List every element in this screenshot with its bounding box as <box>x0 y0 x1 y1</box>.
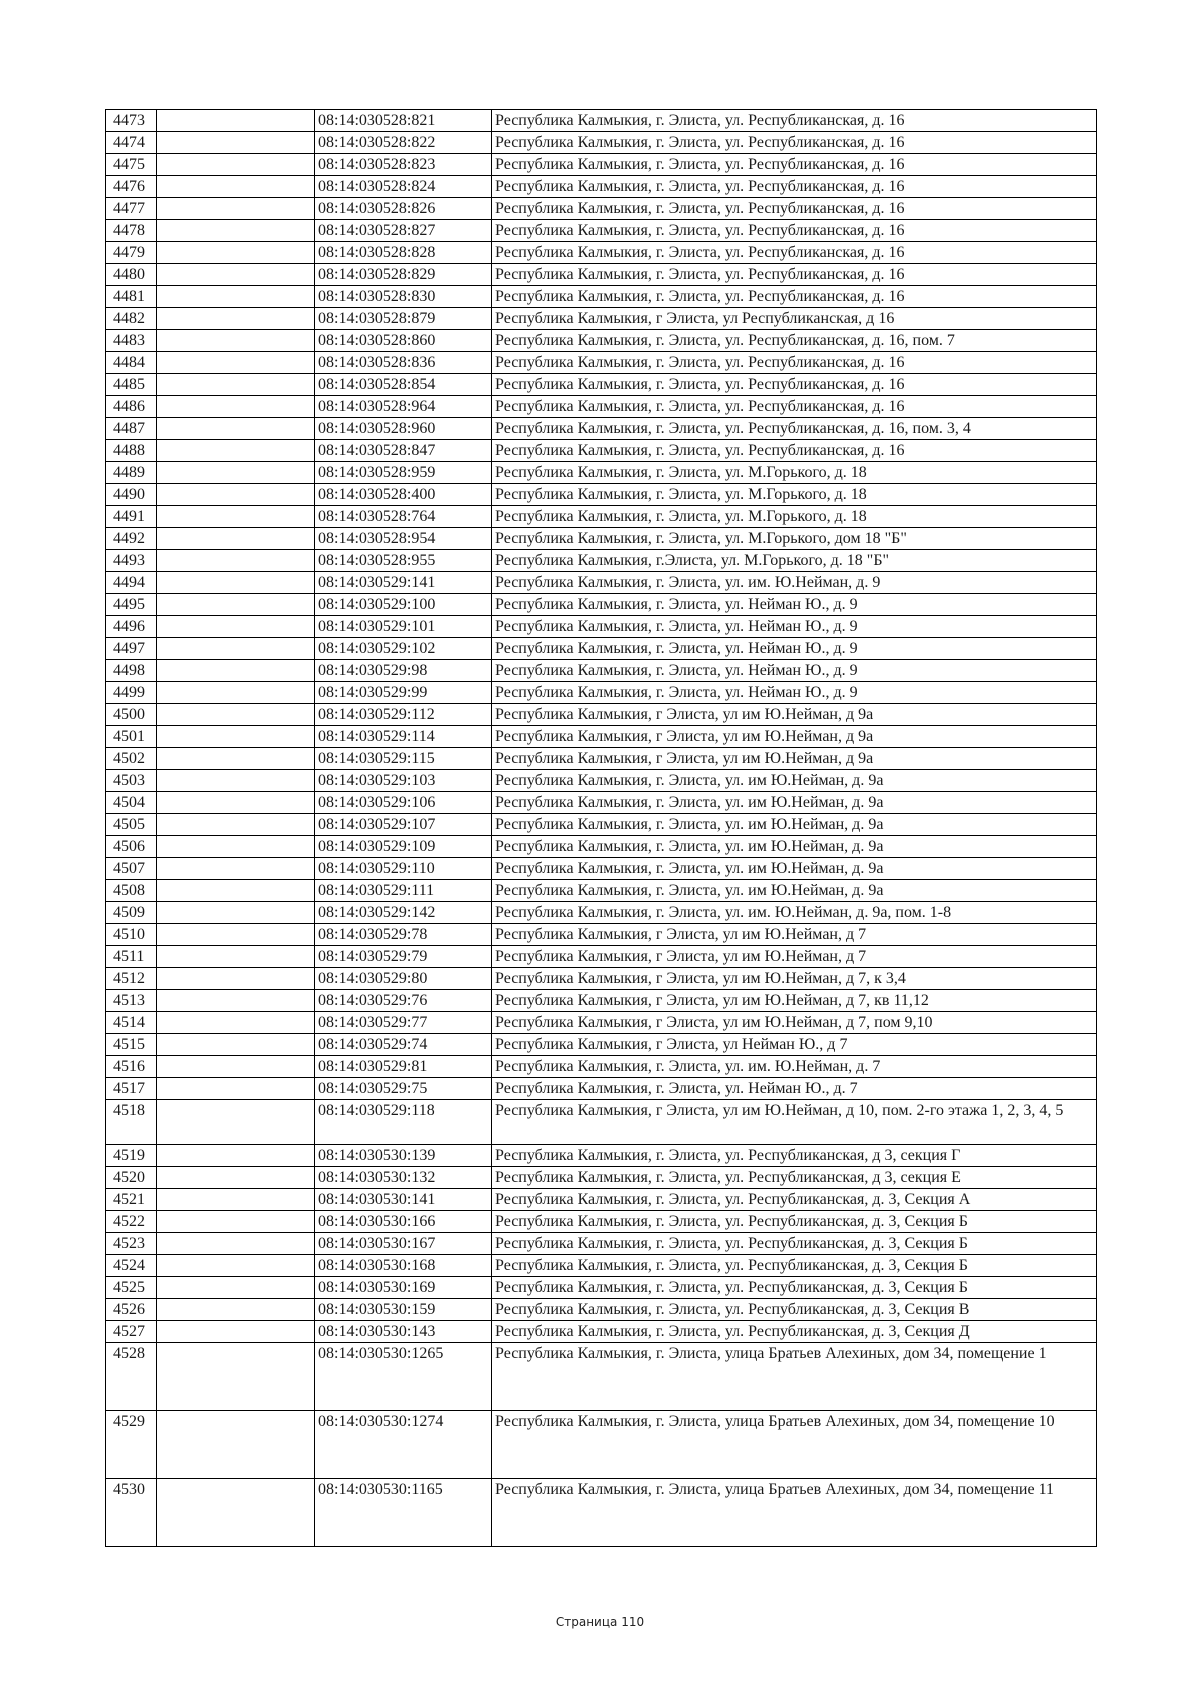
row-number-cell: 4486 <box>106 396 157 418</box>
cadastral-number-cell: 08:14:030528:823 <box>315 154 492 176</box>
row-number-cell: 4513 <box>106 990 157 1012</box>
row-number-cell: 4525 <box>106 1277 157 1299</box>
row-number-cell: 4491 <box>106 506 157 528</box>
cadastral-number-cell: 08:14:030528:959 <box>315 462 492 484</box>
cadastral-number-cell: 08:14:030528:964 <box>315 396 492 418</box>
cadastral-number-cell: 08:14:030529:81 <box>315 1056 492 1078</box>
empty-cell <box>157 1411 315 1479</box>
cadastral-number-cell: 08:14:030529:109 <box>315 836 492 858</box>
empty-cell <box>157 1299 315 1321</box>
table-row <box>106 770 1097 792</box>
cadastral-number-cell: 08:14:030529:114 <box>315 726 492 748</box>
empty-cell <box>157 286 315 308</box>
cadastral-number-cell: 08:14:030529:106 <box>315 792 492 814</box>
address-cell: Республика Калмыкия, г. Элиста, ул. Республиканская, д. 16 <box>492 198 1097 220</box>
address-cell: Республика Калмыкия, г. Элиста, ул. М.Горького, д. 18 <box>492 506 1097 528</box>
empty-cell <box>157 110 315 132</box>
cadastral-number-cell: 08:14:030528:836 <box>315 352 492 374</box>
cadastral-number-cell: 08:14:030530:1265 <box>315 1343 492 1411</box>
table-row <box>106 1056 1097 1078</box>
address-cell: Республика Калмыкия, г. Элиста, ул. Республиканская, д. 3, Секция Б <box>492 1277 1097 1299</box>
table-row <box>106 396 1097 418</box>
empty-cell <box>157 330 315 352</box>
cadastral-number-cell: 08:14:030528:827 <box>315 220 492 242</box>
empty-cell <box>157 374 315 396</box>
row-number-cell: 4523 <box>106 1233 157 1255</box>
row-number-cell: 4527 <box>106 1321 157 1343</box>
row-number-cell: 4477 <box>106 198 157 220</box>
empty-cell <box>157 132 315 154</box>
row-number-cell: 4479 <box>106 242 157 264</box>
table-row <box>106 1299 1097 1321</box>
cadastral-number-cell: 08:14:030529:75 <box>315 1078 492 1100</box>
table-row <box>106 176 1097 198</box>
address-cell: Республика Калмыкия, г. Элиста, ул. Республиканская, д. 16 <box>492 154 1097 176</box>
row-number-cell: 4483 <box>106 330 157 352</box>
cadastral-number-cell: 08:14:030528:960 <box>315 418 492 440</box>
address-cell: Республика Калмыкия, г. Элиста, ул. им Ю.Нейман, д. 9а <box>492 814 1097 836</box>
cadastral-number-cell: 08:14:030528:879 <box>315 308 492 330</box>
cadastral-number-cell: 08:14:030529:74 <box>315 1034 492 1056</box>
empty-cell <box>157 308 315 330</box>
address-cell: Республика Калмыкия, г. Элиста, ул. Республиканская, д. 3, Секция Б <box>492 1233 1097 1255</box>
cadastral-number-cell: 08:14:030529:115 <box>315 748 492 770</box>
cadastral-number-cell: 08:14:030528:829 <box>315 264 492 286</box>
address-cell: Республика Калмыкия, г. Элиста, ул. им. Ю.Нейман, д. 9 <box>492 572 1097 594</box>
empty-cell <box>157 1167 315 1189</box>
row-number-cell: 4528 <box>106 1343 157 1411</box>
row-number-cell: 4487 <box>106 418 157 440</box>
address-cell: Республика Калмыкия, г. Элиста, ул. Республиканская, д. 16 <box>492 264 1097 286</box>
address-cell: Республика Калмыкия, г. Элиста, ул. им Ю.Нейман, д. 9а <box>492 770 1097 792</box>
address-cell: Республика Калмыкия, г. Элиста, ул. Нейман Ю., д. 9 <box>492 638 1097 660</box>
row-number-cell: 4496 <box>106 616 157 638</box>
empty-cell <box>157 968 315 990</box>
cadastral-number-cell: 08:14:030528:826 <box>315 198 492 220</box>
empty-cell <box>157 1211 315 1233</box>
address-cell: Республика Калмыкия, г Элиста, ул Нейман Ю., д 7 <box>492 1034 1097 1056</box>
cadastral-number-cell: 08:14:030529:101 <box>315 616 492 638</box>
address-cell: Республика Калмыкия, г. Элиста, ул. им Ю.Нейман, д. 9а <box>492 836 1097 858</box>
row-number-cell: 4516 <box>106 1056 157 1078</box>
table-row <box>106 242 1097 264</box>
table-row <box>106 198 1097 220</box>
empty-cell <box>157 418 315 440</box>
row-number-cell: 4530 <box>106 1479 157 1547</box>
empty-cell <box>157 242 315 264</box>
address-cell: Республика Калмыкия, г. Элиста, ул. Республиканская, д. 16 <box>492 352 1097 374</box>
address-cell: Республика Калмыкия, г. Элиста, ул. Нейман Ю., д. 9 <box>492 594 1097 616</box>
cadastral-number-cell: 08:14:030530:143 <box>315 1321 492 1343</box>
address-cell: Республика Калмыкия, г Элиста, ул им Ю.Нейман, д 7, пом 9,10 <box>492 1012 1097 1034</box>
address-cell: Республика Калмыкия, г. Элиста, ул. им Ю.Нейман, д. 9а <box>492 880 1097 902</box>
cadastral-number-cell: 08:14:030528:860 <box>315 330 492 352</box>
cadastral-number-cell: 08:14:030529:110 <box>315 858 492 880</box>
row-number-cell: 4515 <box>106 1034 157 1056</box>
table-row <box>106 748 1097 770</box>
row-number-cell: 4522 <box>106 1211 157 1233</box>
row-number-cell: 4488 <box>106 440 157 462</box>
cadastral-number-cell: 08:14:030529:118 <box>315 1100 492 1145</box>
address-cell: Республика Калмыкия, г.Элиста, ул. М.Горького, д. 18 "Б" <box>492 550 1097 572</box>
row-number-cell: 4517 <box>106 1078 157 1100</box>
table-row <box>106 352 1097 374</box>
row-number-cell: 4474 <box>106 132 157 154</box>
empty-cell <box>157 1078 315 1100</box>
table-row <box>106 440 1097 462</box>
address-cell: Республика Калмыкия, г. Элиста, ул. М.Горького, д. 18 <box>492 484 1097 506</box>
empty-cell <box>157 1321 315 1343</box>
address-cell: Республика Калмыкия, г. Элиста, ул. Республиканская, д. 3, Секция А <box>492 1189 1097 1211</box>
empty-cell <box>157 1233 315 1255</box>
row-number-cell: 4529 <box>106 1411 157 1479</box>
empty-cell <box>157 154 315 176</box>
row-number-cell: 4508 <box>106 880 157 902</box>
empty-cell <box>157 550 315 572</box>
address-cell: Республика Калмыкия, г Элиста, ул им Ю.Нейман, д 9а <box>492 704 1097 726</box>
table-row <box>106 902 1097 924</box>
empty-cell <box>157 1255 315 1277</box>
cadastral-number-cell: 08:14:030529:141 <box>315 572 492 594</box>
address-cell: Республика Калмыкия, г. Элиста, ул. Нейман Ю., д. 7 <box>492 1078 1097 1100</box>
table-row <box>106 374 1097 396</box>
address-cell: Республика Калмыкия, г. Элиста, ул. им Ю.Нейман, д. 9а <box>492 792 1097 814</box>
empty-cell <box>157 484 315 506</box>
table-row <box>106 660 1097 682</box>
table-row <box>106 924 1097 946</box>
table-row <box>106 1145 1097 1167</box>
empty-cell <box>157 902 315 924</box>
row-number-cell: 4526 <box>106 1299 157 1321</box>
address-cell: Республика Калмыкия, г. Элиста, ул. им. Ю.Нейман, д. 9а, пом. 1-8 <box>492 902 1097 924</box>
empty-cell <box>157 660 315 682</box>
table-row <box>106 110 1097 132</box>
row-number-cell: 4504 <box>106 792 157 814</box>
address-cell: Республика Калмыкия, г. Элиста, ул. Республиканская, д. 16 <box>492 132 1097 154</box>
address-cell: Республика Калмыкия, г Элиста, ул им Ю.Нейман, д 10, пом. 2-го этажа 1, 2, 3, 4, 5 <box>492 1100 1097 1145</box>
address-cell: Республика Калмыкия, г. Элиста, ул. Республиканская, д. 16 <box>492 440 1097 462</box>
empty-cell <box>157 1189 315 1211</box>
cadastral-number-cell: 08:14:030529:112 <box>315 704 492 726</box>
address-cell: Республика Калмыкия, г Элиста, ул им Ю.Нейман, д 9а <box>492 748 1097 770</box>
row-number-cell: 4492 <box>106 528 157 550</box>
cadastral-number-cell: 08:14:030530:159 <box>315 1299 492 1321</box>
empty-cell <box>157 616 315 638</box>
table-row <box>106 594 1097 616</box>
cadastral-number-cell: 08:14:030529:102 <box>315 638 492 660</box>
cadastral-number-cell: 08:14:030530:1274 <box>315 1411 492 1479</box>
empty-cell <box>157 748 315 770</box>
cadastral-number-cell: 08:14:030529:111 <box>315 880 492 902</box>
table-row <box>106 1034 1097 1056</box>
table-row <box>106 1255 1097 1277</box>
cadastral-number-cell: 08:14:030530:132 <box>315 1167 492 1189</box>
cadastral-number-cell: 08:14:030529:99 <box>315 682 492 704</box>
table-row <box>106 990 1097 1012</box>
table-row <box>106 814 1097 836</box>
row-number-cell: 4501 <box>106 726 157 748</box>
table-row <box>106 1167 1097 1189</box>
table-row <box>106 836 1097 858</box>
empty-cell <box>157 594 315 616</box>
address-cell: Республика Калмыкия, г. Элиста, ул. им Ю.Нейман, д. 9а <box>492 858 1097 880</box>
empty-cell <box>157 1056 315 1078</box>
row-number-cell: 4500 <box>106 704 157 726</box>
cadastral-number-cell: 08:14:030530:167 <box>315 1233 492 1255</box>
empty-cell <box>157 880 315 902</box>
cadastral-number-cell: 08:14:030530:1165 <box>315 1479 492 1547</box>
address-cell: Республика Калмыкия, г. Элиста, улица Братьев Алехиных, дом 34, помещение 11 <box>492 1479 1097 1547</box>
row-number-cell: 4475 <box>106 154 157 176</box>
row-number-cell: 4518 <box>106 1100 157 1145</box>
row-number-cell: 4519 <box>106 1145 157 1167</box>
table-row <box>106 528 1097 550</box>
empty-cell <box>157 924 315 946</box>
table-row <box>106 462 1097 484</box>
row-number-cell: 4503 <box>106 770 157 792</box>
address-cell: Республика Калмыкия, г. Элиста, ул. Республиканская, д. 16, пом. 7 <box>492 330 1097 352</box>
empty-cell <box>157 1100 315 1145</box>
cadastral-number-cell: 08:14:030529:79 <box>315 946 492 968</box>
table-row <box>106 616 1097 638</box>
table-row <box>106 1211 1097 1233</box>
table-row <box>106 572 1097 594</box>
empty-cell <box>157 440 315 462</box>
table-row <box>106 1479 1097 1547</box>
cadastral-number-cell: 08:14:030529:107 <box>315 814 492 836</box>
cadastral-number-cell: 08:14:030528:847 <box>315 440 492 462</box>
table-row <box>106 880 1097 902</box>
table-row <box>106 858 1097 880</box>
page-number: Страница 110 <box>555 1615 645 1629</box>
row-number-cell: 4485 <box>106 374 157 396</box>
empty-cell <box>157 506 315 528</box>
empty-cell <box>157 836 315 858</box>
address-cell: Республика Калмыкия, г. Элиста, ул. Нейман Ю., д. 9 <box>492 660 1097 682</box>
empty-cell <box>157 528 315 550</box>
row-number-cell: 4476 <box>106 176 157 198</box>
cadastral-number-cell: 08:14:030528:954 <box>315 528 492 550</box>
table-row <box>106 1343 1097 1411</box>
cadastral-number-cell: 08:14:030528:955 <box>315 550 492 572</box>
cadastral-number-cell: 08:14:030528:764 <box>315 506 492 528</box>
empty-cell <box>157 990 315 1012</box>
table-row <box>106 726 1097 748</box>
empty-cell <box>157 572 315 594</box>
table-row <box>106 1078 1097 1100</box>
table-row <box>106 220 1097 242</box>
empty-cell <box>157 770 315 792</box>
cadastral-number-cell: 08:14:030529:103 <box>315 770 492 792</box>
cadastral-number-cell: 08:14:030528:822 <box>315 132 492 154</box>
cadastral-number-cell: 08:14:030529:77 <box>315 1012 492 1034</box>
row-number-cell: 4494 <box>106 572 157 594</box>
row-number-cell: 4512 <box>106 968 157 990</box>
row-number-cell: 4489 <box>106 462 157 484</box>
table-row <box>106 264 1097 286</box>
row-number-cell: 4498 <box>106 660 157 682</box>
address-cell: Республика Калмыкия, г. Элиста, ул. Республиканская, д. 16 <box>492 110 1097 132</box>
address-cell: Республика Калмыкия, г. Элиста, ул. Республиканская, д. 16 <box>492 286 1097 308</box>
row-number-cell: 4482 <box>106 308 157 330</box>
cadastral-number-cell: 08:14:030528:821 <box>315 110 492 132</box>
table-row <box>106 286 1097 308</box>
empty-cell <box>157 1277 315 1299</box>
row-number-cell: 4520 <box>106 1167 157 1189</box>
empty-cell <box>157 176 315 198</box>
address-cell: Республика Калмыкия, г Элиста, ул Республиканская, д 16 <box>492 308 1097 330</box>
table-row <box>106 1411 1097 1479</box>
table-row <box>106 968 1097 990</box>
address-cell: Республика Калмыкия, г. Элиста, ул. Нейман Ю., д. 9 <box>492 616 1097 638</box>
address-cell: Республика Калмыкия, г. Элиста, ул. Республиканская, д 3, секция Е <box>492 1167 1097 1189</box>
table-row <box>106 1233 1097 1255</box>
row-number-cell: 4509 <box>106 902 157 924</box>
table-row <box>106 308 1097 330</box>
table-row <box>106 418 1097 440</box>
address-cell: Республика Калмыкия, г. Элиста, ул. Республиканская, д. 3, Секция Б <box>492 1255 1097 1277</box>
empty-cell <box>157 1479 315 1547</box>
empty-cell <box>157 220 315 242</box>
address-cell: Республика Калмыкия, г. Элиста, ул. Республиканская, д. 16 <box>492 374 1097 396</box>
table-row <box>106 506 1097 528</box>
empty-cell <box>157 1343 315 1411</box>
address-cell: Республика Калмыкия, г Элиста, ул им Ю.Нейман, д 7 <box>492 924 1097 946</box>
cadastral-number-cell: 08:14:030530:139 <box>315 1145 492 1167</box>
empty-cell <box>157 462 315 484</box>
address-cell: Республика Калмыкия, г. Элиста, ул. Республиканская, д 3, секция Г <box>492 1145 1097 1167</box>
empty-cell <box>157 946 315 968</box>
cadastral-number-cell: 08:14:030529:80 <box>315 968 492 990</box>
table-row <box>106 638 1097 660</box>
address-cell: Республика Калмыкия, г. Элиста, ул. Республиканская, д. 3, Секция Б <box>492 1211 1097 1233</box>
row-number-cell: 4514 <box>106 1012 157 1034</box>
cadastral-number-cell: 08:14:030528:828 <box>315 242 492 264</box>
address-cell: Республика Калмыкия, г. Элиста, ул. М.Горького, д. 18 <box>492 462 1097 484</box>
address-cell: Республика Калмыкия, г. Элиста, ул. Республиканская, д. 3, Секция Д <box>492 1321 1097 1343</box>
address-cell: Республика Калмыкия, г. Элиста, ул. Нейман Ю., д. 9 <box>492 682 1097 704</box>
registry-table-body <box>106 110 1097 1547</box>
table-row <box>106 1277 1097 1299</box>
row-number-cell: 4480 <box>106 264 157 286</box>
table-row <box>106 550 1097 572</box>
address-cell: Республика Калмыкия, г. Элиста, ул. М.Горького, дом 18 "Б" <box>492 528 1097 550</box>
cadastral-number-cell: 08:14:030530:169 <box>315 1277 492 1299</box>
row-number-cell: 4521 <box>106 1189 157 1211</box>
cadastral-number-cell: 08:14:030528:824 <box>315 176 492 198</box>
cadastral-number-cell: 08:14:030529:78 <box>315 924 492 946</box>
table-row <box>106 132 1097 154</box>
address-cell: Республика Калмыкия, г. Элиста, улица Братьев Алехиных, дом 34, помещение 1 <box>492 1343 1097 1411</box>
address-cell: Республика Калмыкия, г. Элиста, ул. им. Ю.Нейман, д. 7 <box>492 1056 1097 1078</box>
cadastral-number-cell: 08:14:030530:168 <box>315 1255 492 1277</box>
cadastral-number-cell: 08:14:030530:141 <box>315 1189 492 1211</box>
empty-cell <box>157 1145 315 1167</box>
cadastral-number-cell: 08:14:030529:142 <box>315 902 492 924</box>
empty-cell <box>157 198 315 220</box>
row-number-cell: 4495 <box>106 594 157 616</box>
empty-cell <box>157 352 315 374</box>
row-number-cell: 4490 <box>106 484 157 506</box>
address-cell: Республика Калмыкия, г. Элиста, ул. Республиканская, д. 3, Секция В <box>492 1299 1097 1321</box>
row-number-cell: 4510 <box>106 924 157 946</box>
table-row <box>106 682 1097 704</box>
empty-cell <box>157 814 315 836</box>
empty-cell <box>157 682 315 704</box>
address-cell: Республика Калмыкия, г Элиста, ул им Ю.Нейман, д 7 <box>492 946 1097 968</box>
empty-cell <box>157 792 315 814</box>
empty-cell <box>157 396 315 418</box>
row-number-cell: 4511 <box>106 946 157 968</box>
empty-cell <box>157 726 315 748</box>
table-row <box>106 1100 1097 1145</box>
row-number-cell: 4505 <box>106 814 157 836</box>
empty-cell <box>157 1012 315 1034</box>
cadastral-number-cell: 08:14:030529:98 <box>315 660 492 682</box>
address-cell: Республика Калмыкия, г. Элиста, ул. Республиканская, д. 16 <box>492 396 1097 418</box>
row-number-cell: 4493 <box>106 550 157 572</box>
address-cell: Республика Калмыкия, г. Элиста, улица Братьев Алехиных, дом 34, помещение 10 <box>492 1411 1097 1479</box>
table-row <box>106 792 1097 814</box>
row-number-cell: 4484 <box>106 352 157 374</box>
address-cell: Республика Калмыкия, г. Элиста, ул. Республиканская, д. 16, пом. 3, 4 <box>492 418 1097 440</box>
table-row <box>106 1321 1097 1343</box>
registry-table <box>105 109 1097 1547</box>
cadastral-number-cell: 08:14:030528:400 <box>315 484 492 506</box>
table-row <box>106 330 1097 352</box>
cadastral-number-cell: 08:14:030528:830 <box>315 286 492 308</box>
table-row <box>106 1012 1097 1034</box>
cadastral-number-cell: 08:14:030529:76 <box>315 990 492 1012</box>
table-row <box>106 704 1097 726</box>
row-number-cell: 4506 <box>106 836 157 858</box>
address-cell: Республика Калмыкия, г Элиста, ул им Ю.Нейман, д 7, кв 11,12 <box>492 990 1097 1012</box>
table-row <box>106 154 1097 176</box>
row-number-cell: 4507 <box>106 858 157 880</box>
address-cell: Республика Калмыкия, г. Элиста, ул. Республиканская, д. 16 <box>492 242 1097 264</box>
address-cell: Республика Калмыкия, г Элиста, ул им Ю.Нейман, д 9а <box>492 726 1097 748</box>
table-row <box>106 1189 1097 1211</box>
row-number-cell: 4497 <box>106 638 157 660</box>
address-cell: Республика Калмыкия, г. Элиста, ул. Республиканская, д. 16 <box>492 220 1097 242</box>
row-number-cell: 4473 <box>106 110 157 132</box>
empty-cell <box>157 638 315 660</box>
empty-cell <box>157 858 315 880</box>
row-number-cell: 4502 <box>106 748 157 770</box>
cadastral-number-cell: 08:14:030529:100 <box>315 594 492 616</box>
row-number-cell: 4499 <box>106 682 157 704</box>
row-number-cell: 4481 <box>106 286 157 308</box>
address-cell: Республика Калмыкия, г. Элиста, ул. Республиканская, д. 16 <box>492 176 1097 198</box>
table-row <box>106 946 1097 968</box>
empty-cell <box>157 704 315 726</box>
address-cell: Республика Калмыкия, г Элиста, ул им Ю.Нейман, д 7, к 3,4 <box>492 968 1097 990</box>
row-number-cell: 4524 <box>106 1255 157 1277</box>
table-row <box>106 484 1097 506</box>
cadastral-number-cell: 08:14:030528:854 <box>315 374 492 396</box>
cadastral-number-cell: 08:14:030530:166 <box>315 1211 492 1233</box>
empty-cell <box>157 264 315 286</box>
empty-cell <box>157 1034 315 1056</box>
row-number-cell: 4478 <box>106 220 157 242</box>
